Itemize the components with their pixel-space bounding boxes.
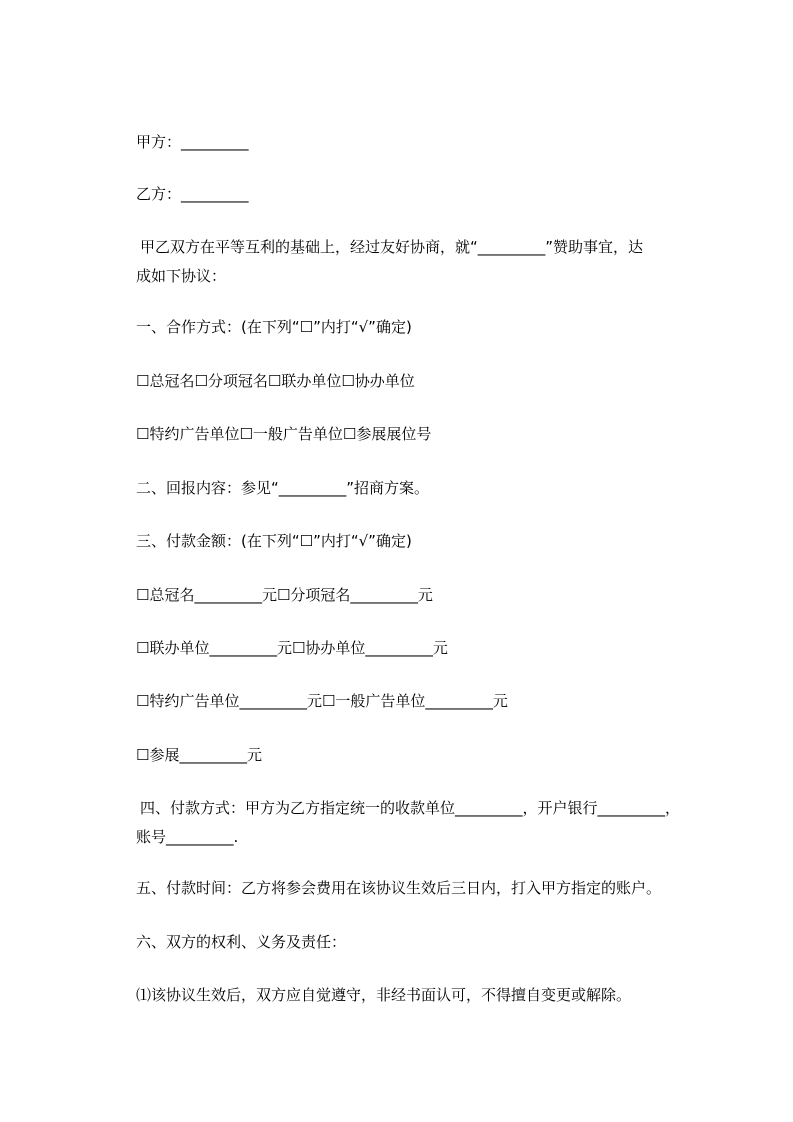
- section-6-item-1: ⑴该协议生效后，双方应自觉遵守，非经书面认可，不得擅自变更或解除。: [136, 986, 632, 1004]
- section-4-line-1: 四、付款方式：甲方为乙方指定统一的收款单位_________，开户银行_________，: [140, 799, 681, 817]
- section-1-options-2: ☐特约广告单位☐一般广告单位☐参展展位号: [136, 425, 432, 443]
- section-6-title: 六、双方的权利、义务及责任：: [136, 933, 347, 951]
- section-3-line-4: ☐参展_________元: [136, 746, 262, 764]
- section-1-options-1: ☐总冠名☐分项冠名☐联办单位☐协办单位: [136, 372, 415, 390]
- party-a-line: 甲方：_________: [136, 133, 249, 151]
- section-4-paragraph: [136, 794, 706, 852]
- section-3-line-1: ☐总冠名_________元☐分项冠名_________元: [136, 586, 433, 604]
- intro-line-2: 成如下协议：: [136, 267, 227, 285]
- section-3-line-3: ☐特约广告单位_________元☐一般广告单位_________元: [136, 692, 508, 710]
- intro-paragraph: [136, 233, 706, 291]
- intro-line-1: 甲乙双方在平等互利的基础上，经过友好协商，就“_________”赞助事宜，达: [140, 238, 644, 256]
- section-3-title: 三、付款金额：(在下列“☐”内打“√”确定): [136, 532, 412, 550]
- party-b-line: 乙方：_________: [136, 185, 249, 203]
- section-2-line: 二、回报内容：参见“_________”招商方案。: [136, 479, 430, 497]
- section-5-line: 五、付款时间：乙方将参会费用在该协议生效后三日内，打入甲方指定的账户。: [136, 879, 662, 897]
- section-1-title: 一、合作方式：(在下列“☐”内打“√”确定): [136, 318, 412, 336]
- section-3-line-2: ☐联办单位_________元☐协办单位_________元: [136, 639, 448, 657]
- section-4-line-2: 账号_________.: [136, 828, 239, 846]
